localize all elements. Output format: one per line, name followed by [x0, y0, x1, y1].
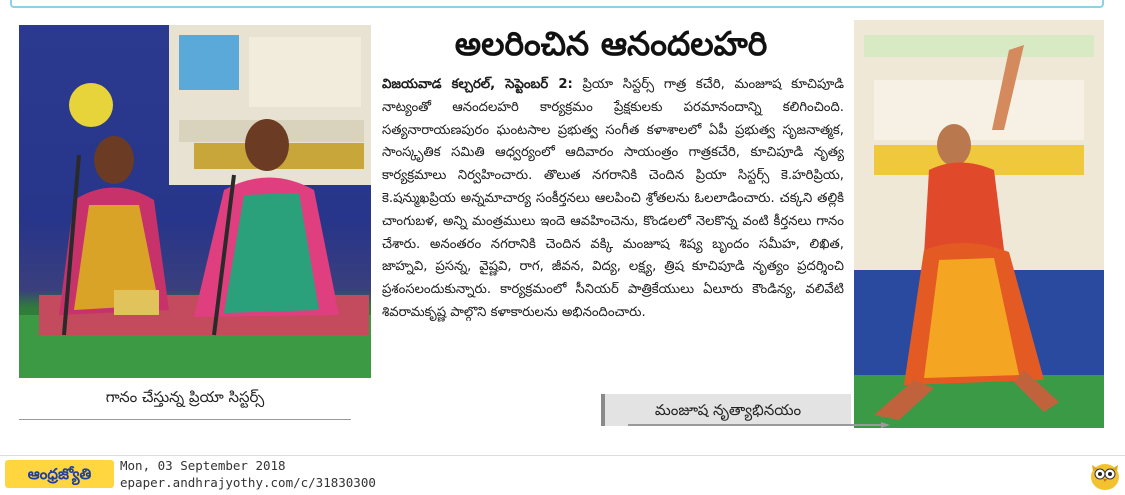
article-headline: అలరించిన ఆనందలహరి: [454, 24, 768, 63]
right-photo-caption: మంజూష నృత్యాభినయం: [601, 394, 851, 426]
left-photo-caption: గానం చేస్తున్న ప్రియా సిస్టర్స్: [19, 378, 351, 420]
caption-pointer-line: [628, 422, 890, 428]
article-dateline: విజయవాడ కల్చరల్, సెప్టెంబర్ 2:: [382, 77, 573, 92]
footer-divider: [0, 455, 1125, 456]
article-text: ప్రియా సిస్టర్స్ గాత్ర కచేరి, మంజూష కూచిపూడి నాట్యంతో ఆనందలహరి కార్యక్రమం ప్రేక్షకులకు పరమానందాన్ని కలిగించింది. సత్యనారాయణపురం ఘంటసాల ప్రభుత్వ సంగీత కళాశాలలో ఏపీ ప్రభుత్వ సృజనాత్మక, సాంస్కృతిక సమితి ఆధ్వర్యంలో ఆదివారం సాయంత్రం గాత్రకచేరి, కూచిపూడి నృత్య కార్యక్రమాలు నిర్వహించారు. తొలుత నగరానికి చెందిన ప్రియా సిస్టర్స్ కె.హరిప్రియ, కె.షన్ముఖప్రియ అన్నమాచార్య సంకీర్తనలు ఆలపించి శ్రోతలను ఓలలాడించారు. చక్కని తల్లికి చాంగుబళ, అన్ని మంత్రములు ఇందె ఆవహించెను, కొండలలో నెలకొన్న వంటి కీర్తనలు గానం చేశారు. అనంతరం నగరానికి చెందిన వక్కి మంజూష శిష్య బృందం సమీహ, లిఖిత, జాహ్నవి, ప్రసన్న, వైష్ణవి, రాగ, జీవన, విద్య, లక్ష్య, త్రిష కూచిపూడి నృత్యం ప్రదర్శించి ప్రశంసలందుకున్నారు. కార్యక్రమంలో సీనియర్ పాత్రికేయులు ఏలూరు కౌండిన్య, వలివేటి శివరామకృష్ణ పాల్గొని కళాకారులను అభినందించారు.: [382, 77, 844, 320]
andhrajyothy-logo: ఆంధ్రజ్యోతి: [5, 460, 114, 488]
dancer-photo: [854, 20, 1104, 428]
epaper-url[interactable]: epaper.andhrajyothy.com/c/31830300: [120, 475, 376, 490]
singers-photo: [19, 25, 371, 378]
top-border-rule: [10, 0, 1104, 8]
dancer-illustration: [854, 20, 1104, 428]
edition-date: Mon, 03 September 2018: [120, 458, 286, 473]
article-body: [382, 74, 844, 406]
singers-illustration: [19, 25, 371, 378]
owl-mascot-icon: [1089, 457, 1121, 491]
